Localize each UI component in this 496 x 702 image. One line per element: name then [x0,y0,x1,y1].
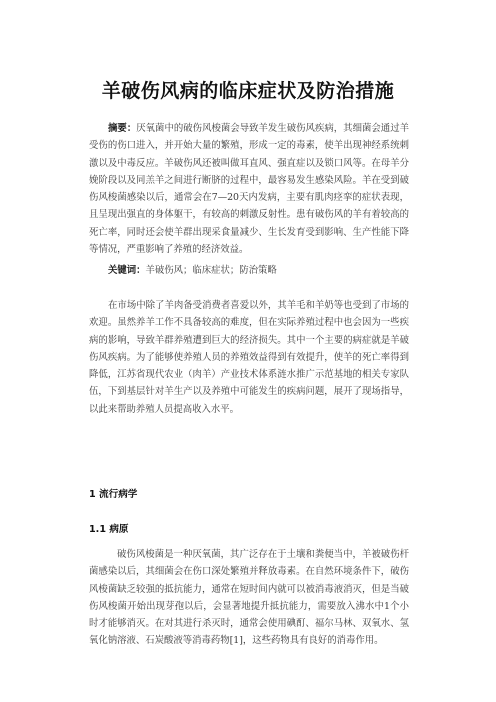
keywords-paragraph [89,262,409,279]
abstract-text: 厌氧菌中的破伤风梭菌会导致羊发生破伤风疾病，其细菌会通过羊受伤的伤口进入，并开始大量的繁殖，形成一定的毒素，使羊出现神经系统刺激以及中毒反应。羊破伤风还被叫做耳直风、强直症以及锁口风等。在母羊分娩阶段以及同羔羊之间进行断脐的过程中，最容易发生感染风险。羊在受到破伤风梭菌感染以后，通常会在7—20天内发病，主要有肌肉痉挛的症状表现，且呈现出强直的身体躯干，有较高的刺激反射性。患有破伤风的羊有着较高的死亡率，同时还会使羊群出现采食量减少、生长发育受到影响、生产性能下降等情况，严重影响了养殖的经济效益。 [89,123,409,256]
keywords-label: 关键词： [108,265,146,276]
keywords-text: 羊破伤风；临床症状；防治策略 [145,265,277,276]
subsection-heading-pathogen: 1.1 病原 [89,524,129,535]
pathogen-paragraph: 破伤风梭菌是一种厌氧菌，其广泛存在于土壤和粪便当中，羊被破伤杆菌感染以后，其细菌会在伤口深处繁殖并释放毒素。在自然环境条件下，破伤风梭菌缺乏较强的抵抗能力，通常在短时间内就可以被消毒液消灭，但是当破伤风梭菌开始出现芽孢以后，会显著地提升抵抗能力，需要放入沸水中1个小时才能够消灭。在对其进行杀灭时，通常会使用碘酊、福尔马林、双氧水、氢氧化钠溶液、石炭酸液等消毒药物[1]，这些药物具有良好的消毒作用。 [89,549,409,647]
document-title: 羊破伤风病的临床症状及防治措施 [101,80,395,102]
intro-paragraph: 在市场中除了羊肉备受消费者喜爱以外，其羊毛和羊奶等也受到了市场的欢迎。虽然养羊工作不具备较高的难度，但在实际养殖过程中也会因为一些疾病的影响，导致羊群养殖遭到巨大的经济损失。其中一个主要的病症就是羊破伤风疾病。为了能够使养殖人员的养殖效益得到有效提升，使羊的死亡率得到降低，江苏省现代农业（肉羊）产业技术体系涟水推广示范基地的相关专家队伍，下到基层针对羊生产以及养殖中可能发生的疾病问题，展开了现场指导，以此来帮助养殖人员提高收入水平。 [89,300,409,415]
abstract-label: 摘要： [108,123,137,134]
abstract-paragraph [89,120,409,258]
section-heading-epidemiology: 1 流行病学 [89,489,138,500]
